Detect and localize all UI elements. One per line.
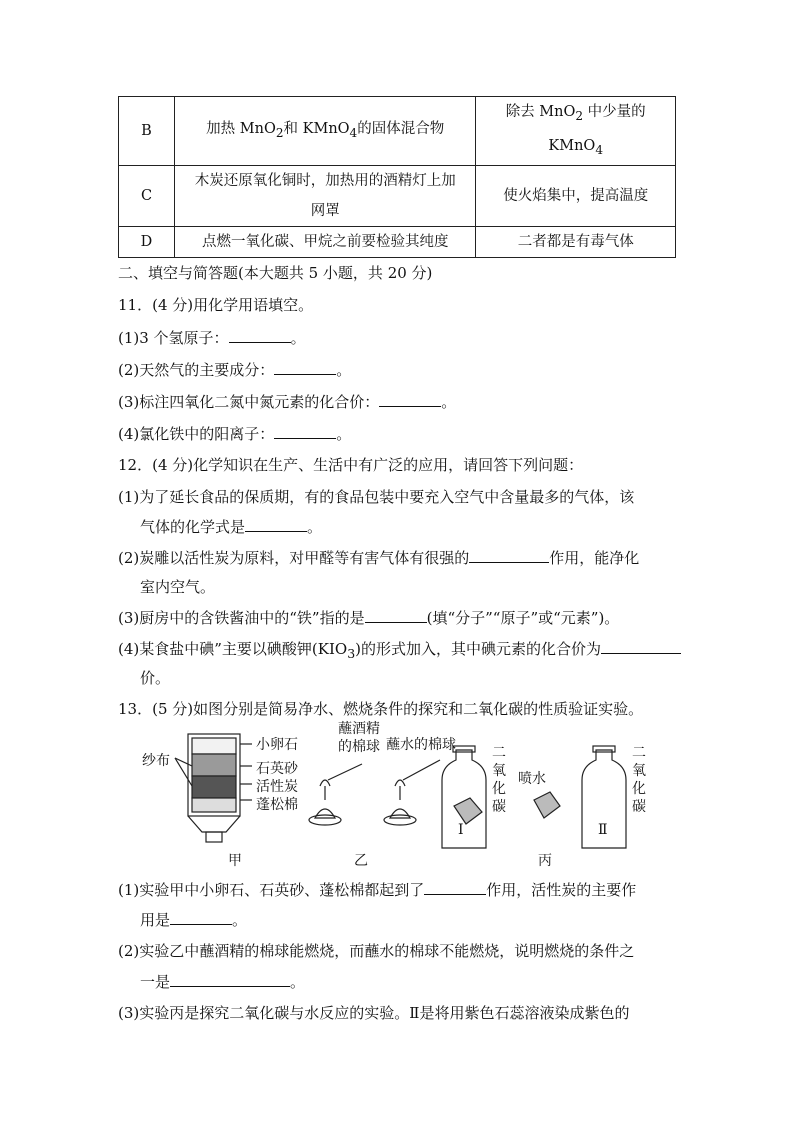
q12-p2a [118,546,639,568]
q12-p1b [140,515,322,537]
q12-p2b: 室内空气。 [140,578,216,596]
q11-stem: 11．(4 分)用化学用语填空。 [118,296,314,314]
label-co2-1c: 化 [492,781,506,797]
label-cotton: 蓬松棉 [256,797,298,813]
answer-blank[interactable] [365,606,427,623]
experiment-table [118,96,676,258]
filter-apparatus [175,734,252,842]
table-row [119,226,676,257]
row-purpose: 二者都是有毒气体 [476,226,676,257]
q11-item-1 [118,326,306,348]
label-co2-2a: 二 [632,745,646,761]
q11-item-4 [118,422,351,444]
label-yi: 乙 [354,853,368,869]
answer-blank[interactable] [379,390,441,407]
answer-blank[interactable] [170,908,232,925]
label-co2-1d: 碳 [492,799,506,815]
q11-item-1-text: (1)3 个氢原子： [118,329,229,347]
answer-blank[interactable] [469,546,549,563]
q12-p2a-pre: (2)炭雕以活性炭为原料，对甲醛等有害气体有很强的 [118,549,470,567]
answer-blank[interactable] [229,326,291,343]
q13-stem: 13．(5 分)如图分别是简易净水、燃烧条件的探究和二氧化碳的性质验证实验。 [118,700,644,718]
q13-p1 [118,878,636,900]
q12-p3 [118,606,619,628]
combustion-apparatus [309,760,440,825]
q11-item-2 [118,358,351,380]
label-gauze: 纱布 [142,753,170,769]
q12-p4-sub: 3 [347,646,356,661]
row-label: C [119,165,175,226]
q12-p2a-post: 作用，能净化 [549,549,640,567]
row-label: D [119,226,175,257]
answer-blank[interactable] [245,515,307,532]
q11-item-2-text: (2)天然气的主要成分： [118,361,275,379]
q13-p1-pre: (1)实验甲中小卵石、石英砂、蓬松棉都起到了 [118,881,425,899]
row-purpose: 使火焰集中，提高温度 [476,165,676,226]
q11-item-3-text: (3)标注四氧化二氮中氮元素的化合价： [118,393,380,411]
q12-p3-pre: (3)厨房中的含铁酱油中的“铁”指的是 [118,609,365,627]
q11-tail: 。 [441,393,457,411]
q12-stem: 12．(4 分)化学知识在生产、生活中有广泛的应用，请回答下列问题： [118,456,584,474]
q12-p1b-text: 气体的化学式是 [140,518,246,536]
q13-p2b-pre: 一是 [140,973,171,991]
label-water-ball: 蘸水的棉球 [386,737,456,753]
period: 。 [290,973,306,991]
q13-p1b-pre: 用是 [140,911,171,929]
q12-p4-pre: (4)某食盐中碘”主要以碘酸钾(KIO [118,640,348,658]
answer-blank[interactable] [274,422,336,439]
q12-p3-post: (填“分子”“原子”或“元素”)。 [426,609,620,627]
q11-tail: 。 [290,329,306,347]
period: 。 [307,518,323,536]
period: 。 [232,911,248,929]
table-row [119,97,676,166]
label-carbon: 活性炭 [256,779,298,795]
q12-p4 [118,637,681,661]
label-bottle-2: Ⅱ [598,822,608,838]
label-bing: 丙 [538,853,552,869]
label-alcohol-ball-2: 的棉球 [338,739,380,755]
label-alcohol-ball-1: 蘸酒精 [338,721,380,737]
answer-blank[interactable] [170,970,290,987]
q11-tail: 。 [336,361,352,379]
q12-p4-post: )的形式加入，其中碘元素的化合价为 [355,640,602,658]
row-action: 木炭还原氧化铜时，加热用的酒精灯上加 网罩 [175,165,476,226]
q13-p2a: (2)实验乙中蘸酒精的棉球能燃烧，而蘸水的棉球不能燃烧，说明燃烧的条件之 [118,942,635,960]
section2-title: 二、填空与简答题(本大题共 5 小题，共 20 分) [118,264,433,282]
label-co2-1b: 氧 [492,763,506,779]
q11-item-3 [118,390,456,412]
q13-p3: (3)实验丙是探究二氧化碳与水反应的实验。Ⅱ是将用紫色石蕊溶液染成紫色的 [118,1004,630,1022]
q13-p2b [140,970,305,992]
label-spray: 喷水 [518,771,546,787]
answer-blank[interactable] [424,878,486,895]
experiment-figure [140,720,680,870]
row-action: 点燃一氧化碳、甲烷之前要检验其纯度 [175,226,476,257]
label-co2-2b: 氧 [632,763,646,779]
label-jia: 甲 [228,853,242,869]
label-quartz: 石英砂 [256,761,298,777]
label-co2-2d: 碳 [632,799,646,815]
row-label: B [119,97,175,166]
q13-p1-post: 作用，活性炭的主要作 [486,881,637,899]
label-bottle-1: Ⅰ [458,822,464,838]
table-row [119,165,676,226]
q13-p1b [140,908,247,930]
label-pebbles: 小卵石 [256,737,298,753]
answer-blank[interactable] [274,358,336,375]
row-action: 加热 MnO$_2$和 KMnO$_4$的固体混合物 [175,97,476,166]
q11-item-4-text: (4)氯化铁中的阳离子： [118,425,275,443]
q12-p4b: 价。 [140,669,171,687]
answer-blank[interactable] [601,637,681,654]
q11-tail: 。 [336,425,352,443]
label-co2-2c: 化 [632,781,646,797]
row-purpose: 除去 MnO$_2$ 中少量的 KMnO$_4$ [476,97,676,166]
q12-p1a: (1)为了延长食品的保质期，有的食品包装中要充入空气中含量最多的气体，该 [118,488,635,506]
label-co2-1a: 二 [492,745,506,761]
